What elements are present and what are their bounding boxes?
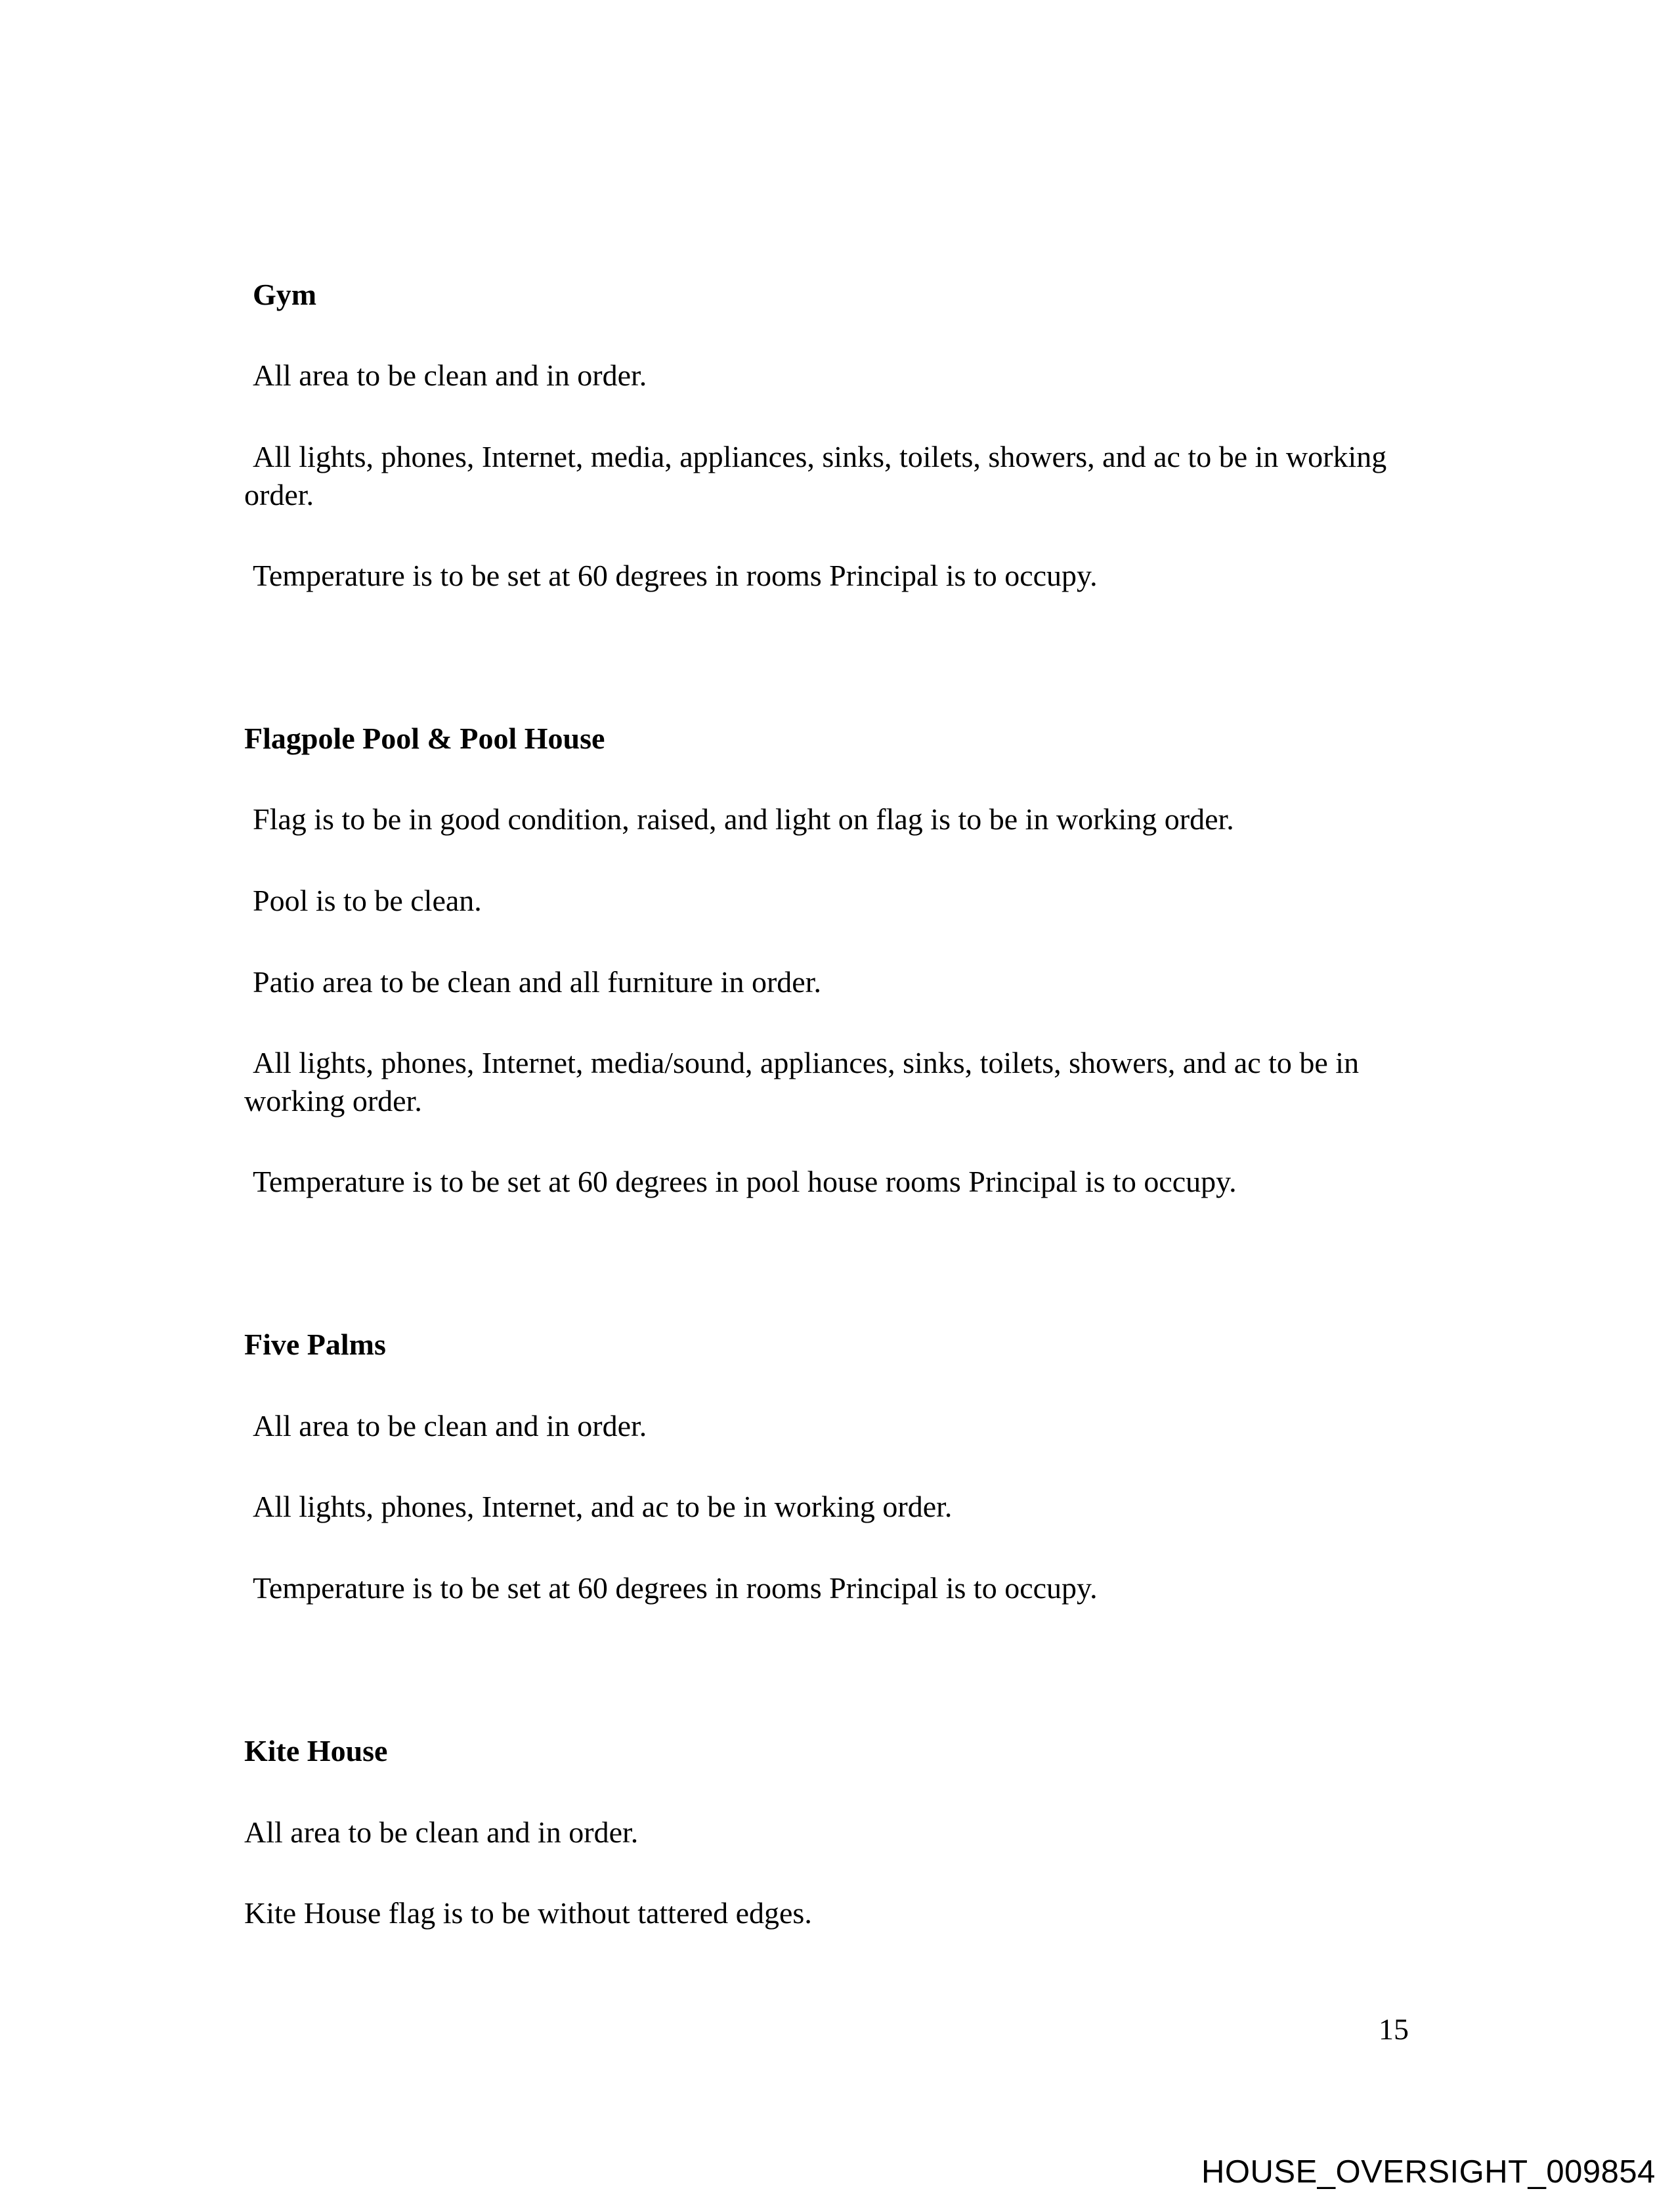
kite-house-item-2: Kite House flag is to be without tattered edges. <box>244 1896 812 1930</box>
flagpole-item-4: All lights, phones, Internet, media/sound, appliances, sinks, toilets, showers, and ac to be in working order. <box>244 1046 1360 1117</box>
section-heading-flagpole-pool: Flagpole Pool & Pool House <box>244 722 605 755</box>
flagpole-item-2: Pool is to be clean. <box>253 884 482 917</box>
page-number: 15 <box>1379 2012 1409 2046</box>
five-palms-item-1: All area to be clean and in order. <box>253 1409 647 1442</box>
bates-number: HOUSE_OVERSIGHT_009854 <box>1201 2154 1656 2190</box>
section-heading-kite-house: Kite House <box>244 1734 388 1767</box>
gym-item-1: All area to be clean and in order. <box>253 358 647 392</box>
section-heading-gym: Gym <box>253 278 317 311</box>
gym-item-2: All lights, phones, Internet, media, appliances, sinks, toilets, showers, and ac to be in working order. <box>244 440 1387 511</box>
five-palms-item-2: All lights, phones, Internet, and ac to be in working order. <box>253 1490 953 1523</box>
section-heading-five-palms: Five Palms <box>244 1328 386 1361</box>
kite-house-item-1: All area to be clean and in order. <box>244 1815 639 1849</box>
flagpole-item-1: Flag is to be in good condition, raised, and light on flag is to be in working order. <box>253 802 1234 836</box>
flagpole-item-3: Patio area to be clean and all furniture in order. <box>253 965 821 999</box>
five-palms-item-3: Temperature is to be set at 60 degrees in rooms Principal is to occupy. <box>253 1571 1098 1605</box>
flagpole-item-5: Temperature is to be set at 60 degrees in pool house rooms Principal is to occupy. <box>253 1165 1237 1198</box>
gym-item-3: Temperature is to be set at 60 degrees in rooms Principal is to occupy. <box>253 559 1098 592</box>
